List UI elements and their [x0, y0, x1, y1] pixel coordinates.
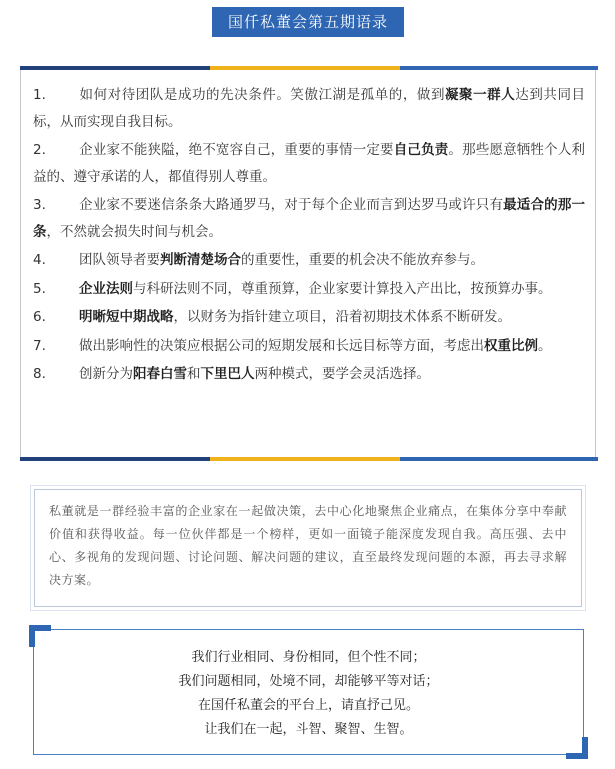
motto-line: 在国仟私董会的平台上，请直抒己见。: [197, 698, 419, 713]
quote-number: 4.: [33, 252, 46, 268]
bar-segment-gold: [210, 66, 400, 70]
quote-text: 如何对待团队是成功的先决条件。笑傲江湖是孤单的，做到: [79, 87, 445, 103]
motto-lines: [34, 646, 583, 742]
motto-line: 让我们在一起，斗智、聚智、生智。: [204, 722, 413, 737]
quote-text: 两种模式，要学会灵活选择。: [254, 366, 430, 382]
quote-emphasis: 最适合的那一条: [33, 197, 586, 240]
quote-number: 2.: [33, 142, 46, 158]
quote-text: 。: [538, 337, 552, 354]
quote-text: 和: [187, 366, 201, 382]
quote-item: [33, 192, 585, 245]
quote-number: 6.: [33, 309, 46, 325]
quote-number: 7.: [33, 337, 46, 354]
quote-text: 企业家不能狭隘，绝不宽容自己，重要的事情一定要: [79, 142, 394, 158]
quote-item: [33, 333, 585, 360]
quote-emphasis: 凝聚一群人: [445, 87, 516, 103]
quote-emphasis: 阳春白雪: [133, 366, 187, 382]
quote-text: 的重要性，重要的机会决不能放弃参与。: [241, 252, 484, 268]
quote-item: [33, 361, 585, 388]
bar-segment-navy: [20, 457, 210, 461]
quote-item: [33, 247, 585, 274]
motto-line: 我们问题相同，处境不同，却能够平等对话；: [178, 674, 439, 689]
corner-decoration: [582, 737, 588, 759]
quote-item: [33, 82, 585, 135]
top-color-bar: [20, 66, 598, 70]
corner-decoration: [29, 625, 35, 647]
page-title: 国仟私董会第五期语录: [212, 7, 404, 37]
quote-emphasis: 自己负责: [393, 142, 449, 158]
bar-segment-navy: [20, 66, 210, 70]
quotes-card: [20, 66, 596, 461]
quote-item: [33, 304, 585, 331]
quote-text: 企业家不要迷信条条大路通罗马，对于每个企业而言到达罗马或许只有: [79, 197, 504, 213]
motto-line: 我们行业相同、身份相同，但个性不同；: [191, 650, 426, 665]
quote-text: 做出影响性的决策应根据公司的短期发展和长远目标等方面，考虑出: [79, 337, 484, 354]
bar-segment-blue: [400, 66, 598, 70]
quote-number: 3.: [33, 197, 46, 213]
intro-text: 私董就是一群经验丰富的企业家在一起做决策，去中心化地聚焦企业痛点，在集体分享中奉献价值和获得收益。每一位伙伴都是一个榜样，更如一面镜子能深度发现自我。高压强、去中心、多视角的发现问题、讨论问题、解决问题的建议，直至最终发现问题的本源，再去寻求解决方案。: [34, 489, 582, 607]
quote-item: [33, 137, 585, 190]
quote-text: ，以财务为指针建立项目，沿着初期技术体系不断研发。: [173, 309, 511, 325]
quote-text: 。那些愿意牺牲个人利益的、遵守承诺的人，都值得别人尊重。: [33, 142, 586, 185]
quote-emphasis: 权重比例: [484, 337, 538, 354]
bar-segment-gold: [210, 457, 400, 461]
quote-emphasis: 下里巴人: [200, 366, 255, 382]
quote-text: 创新分为: [79, 366, 133, 382]
quote-list: [33, 82, 585, 390]
quote-emphasis: 判断清楚场合: [160, 252, 241, 268]
quote-number: 5.: [33, 280, 46, 297]
quote-text: ，不然就会损失时间与机会。: [46, 223, 222, 240]
quote-item: [33, 276, 585, 303]
quote-text: 达到共同目标，从而实现自我目标。: [33, 87, 586, 130]
bottom-color-bar: [20, 457, 598, 461]
quote-number: 8.: [33, 366, 46, 382]
quote-emphasis: 企业法则: [79, 280, 133, 297]
quote-emphasis: 明晰短中期战略: [79, 309, 174, 325]
bar-segment-blue: [400, 457, 598, 461]
quote-text: 团队领导者要: [79, 252, 160, 268]
quote-number: 1.: [33, 87, 46, 103]
motto-box: [33, 629, 584, 755]
quote-text: 与科研法则不同，尊重预算，企业家要计算投入产出比，按预算办事。: [133, 280, 552, 297]
